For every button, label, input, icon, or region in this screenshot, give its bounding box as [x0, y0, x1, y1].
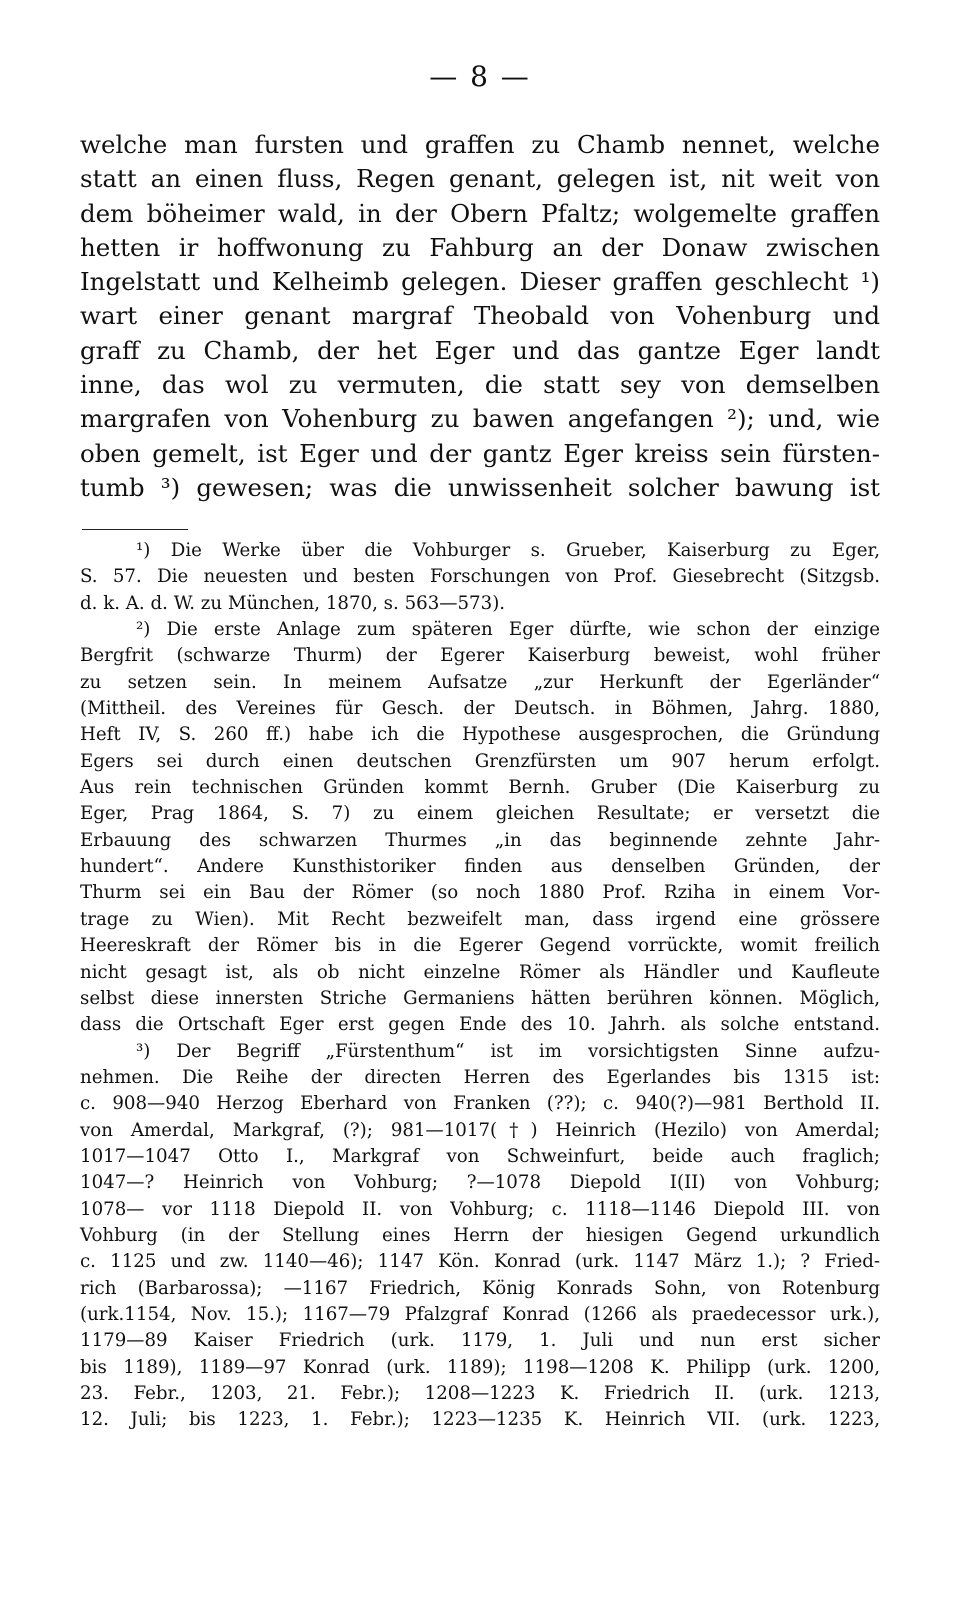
footnote-line: Erbauung des schwarzen Thurmes „in das beginnende zehnte Jahr-: [80, 829, 880, 851]
text-line: Ingelstatt und Kelheimb gelegen. Dieser graffen geschlecht ¹): [80, 267, 880, 297]
footnote-line: ³) Der Begriff „Fürstenthum“ ist im vorsichtigsten Sinne aufzu-: [136, 1040, 880, 1062]
text-line: dem böheimer wald, in der Obern Pfaltz; wolgemelte graffen: [80, 198, 880, 228]
footnote-line: d. k. A. d. W. zu München, 1870, s. 563—573).: [80, 592, 506, 614]
footnote-line: dass die Ortschaft Eger erst gegen Ende des 10. Jahrh. als solche entstand.: [80, 1014, 880, 1036]
footnote-divider: [82, 529, 188, 530]
text-line: wart einer genant margraf Theobald von Vohenburg und: [80, 301, 880, 331]
footnote-line: nehmen. Die Reihe der directen Herren des Egerlandes bis 1315 ist:: [80, 1066, 880, 1088]
page-number: — 8 —: [429, 60, 531, 93]
footnote-line: ¹) Die Werke über die Vohburger s. Grueber, Kaiserburg zu Eger,: [136, 540, 880, 561]
main-text: [80, 128, 880, 505]
book-page: [80, 0, 880, 1617]
text-line: welche man fursten und graffen zu Chamb nennet, welche: [80, 130, 880, 159]
footnote-line: 1047—? Heinrich von Vohburg; ?—1078 Diepold I(II) von Vohburg;: [80, 1172, 880, 1194]
footnote-line: Bergfrit (schwarze Thurm) der Egerer Kaiserburg beweist, wohl früher: [80, 645, 880, 667]
text-line: oben gemelt, ist Eger und der gantz Eger kreiss sein fürsten-: [80, 438, 880, 468]
footnotes: [80, 538, 880, 1434]
footnote-line: ²) Die erste Anlage zum späteren Eger dürfte, wie schon der einzige: [136, 619, 880, 641]
text-line: hetten ir hoffwonung zu Fahburg an der Donaw zwischen: [80, 232, 880, 262]
footnote-line: 1078— vor 1118 Diepold II. von Vohburg; c. 1118—1146 Diepold III. von: [80, 1198, 880, 1220]
text-line: statt an einen fluss, Regen genant, gelegen ist, nit weit von: [80, 164, 880, 194]
footnote-line: bis 1189), 1189—97 Konrad (urk. 1189); 1198—1208 K. Philipp (urk. 1200,: [80, 1356, 880, 1378]
footnote-line: 23. Febr., 1203, 21. Febr.); 1208—1223 K. Friedrich II. (urk. 1213,: [80, 1383, 880, 1404]
footnote-line: Heereskraft der Römer bis in die Egerer Gegend vorrückte, womit freilich: [80, 935, 880, 957]
footnote-line: hundert“. Andere Kunsthistoriker finden aus denselben Gründen, der: [80, 856, 880, 878]
footnote-line: (urk.1154, Nov. 15.); 1167—79 Pfalzgraf Konrad (1266 als praedecessor urk.),: [80, 1303, 880, 1325]
footnote-line: 12. Juli; bis 1223, 1. Febr.); 1223—1235 K. Heinrich VII. (urk. 1223,: [80, 1409, 880, 1431]
footnote-line: S. 57. Die neuesten und besten Forschungen von Prof. Giesebrecht (Sitzgsb.: [80, 566, 880, 588]
text-line: graff zu Chamb, der het Eger und das gantze Eger landt: [80, 335, 880, 365]
footnote-line: Heft IV, S. 260 ff.) habe ich die Hypothese ausgesprochen, die Gründung: [80, 724, 880, 746]
footnote-line: Thurm sei ein Bau der Römer (so noch 1880 Prof. Rziha in einem Vor-: [80, 882, 880, 904]
footnote-line: trage zu Wien). Mit Recht bezweifelt man, dass irgend eine grössere: [80, 908, 880, 930]
footnote-line: 1017—1047 Otto I., Markgraf von Schweinfurt, beide auch fraglich;: [80, 1145, 880, 1167]
footnote-line: nicht gesagt ist, als ob nicht einzelne Römer als Händler und Kaufleute: [80, 961, 880, 983]
footnote-line: Eger, Prag 1864, S. 7) zu einem gleichen Resultate; er versetzt die: [80, 803, 880, 825]
text-line: tumb ³) gewesen; was die unwissenheit solcher bawung ist: [80, 472, 880, 502]
footnote-line: Aus rein technischen Gründen kommt Bernh. Gruber (Die Kaiserburg zu: [80, 777, 880, 799]
footnote-line: Vohburg (in der Stellung eines Herrn der hiesigen Gegend urkundlich: [80, 1224, 880, 1246]
footnote-line: 1179—89 Kaiser Friedrich (urk. 1179, 1. Juli und nun erst sicher: [80, 1330, 880, 1352]
footnote-line: selbst diese innersten Striche Germaniens hätten berühren können. Möglich,: [80, 987, 880, 1009]
footnote-line: c. 908—940 Herzog Eberhard von Franken (??); c. 940(?)—981 Berthold II.: [80, 1093, 880, 1115]
text-line: inne, das wol zu vermuten, die statt sey von demselben: [80, 370, 880, 400]
footnote-line: c. 1125 und zw. 1140—46); 1147 Kön. Konrad (urk. 1147 März 1.); ? Fried-: [80, 1251, 880, 1273]
text-line: margrafen von Vohenburg zu bawen angefangen ²); und, wie: [80, 404, 880, 434]
footnote-line: (Mittheil. des Vereines für Gesch. der Deutsch. in Böhmen, Jahrg. 1880,: [80, 698, 880, 720]
footnote-line: von Amerdal, Markgraf, (?); 981—1017(†) Heinrich (Hezilo) von Amerdal;: [80, 1119, 880, 1141]
footnote-line: zu setzen sein. In meinem Aufsatze „zur Herkunft der Egerländer“: [80, 671, 880, 693]
footnote-line: rich (Barbarossa); —1167 Friedrich, König Konrads Sohn, von Rotenburg: [80, 1277, 880, 1299]
footnote-line: Egers sei durch einen deutschen Grenzfürsten um 907 herum erfolgt.: [80, 750, 880, 772]
